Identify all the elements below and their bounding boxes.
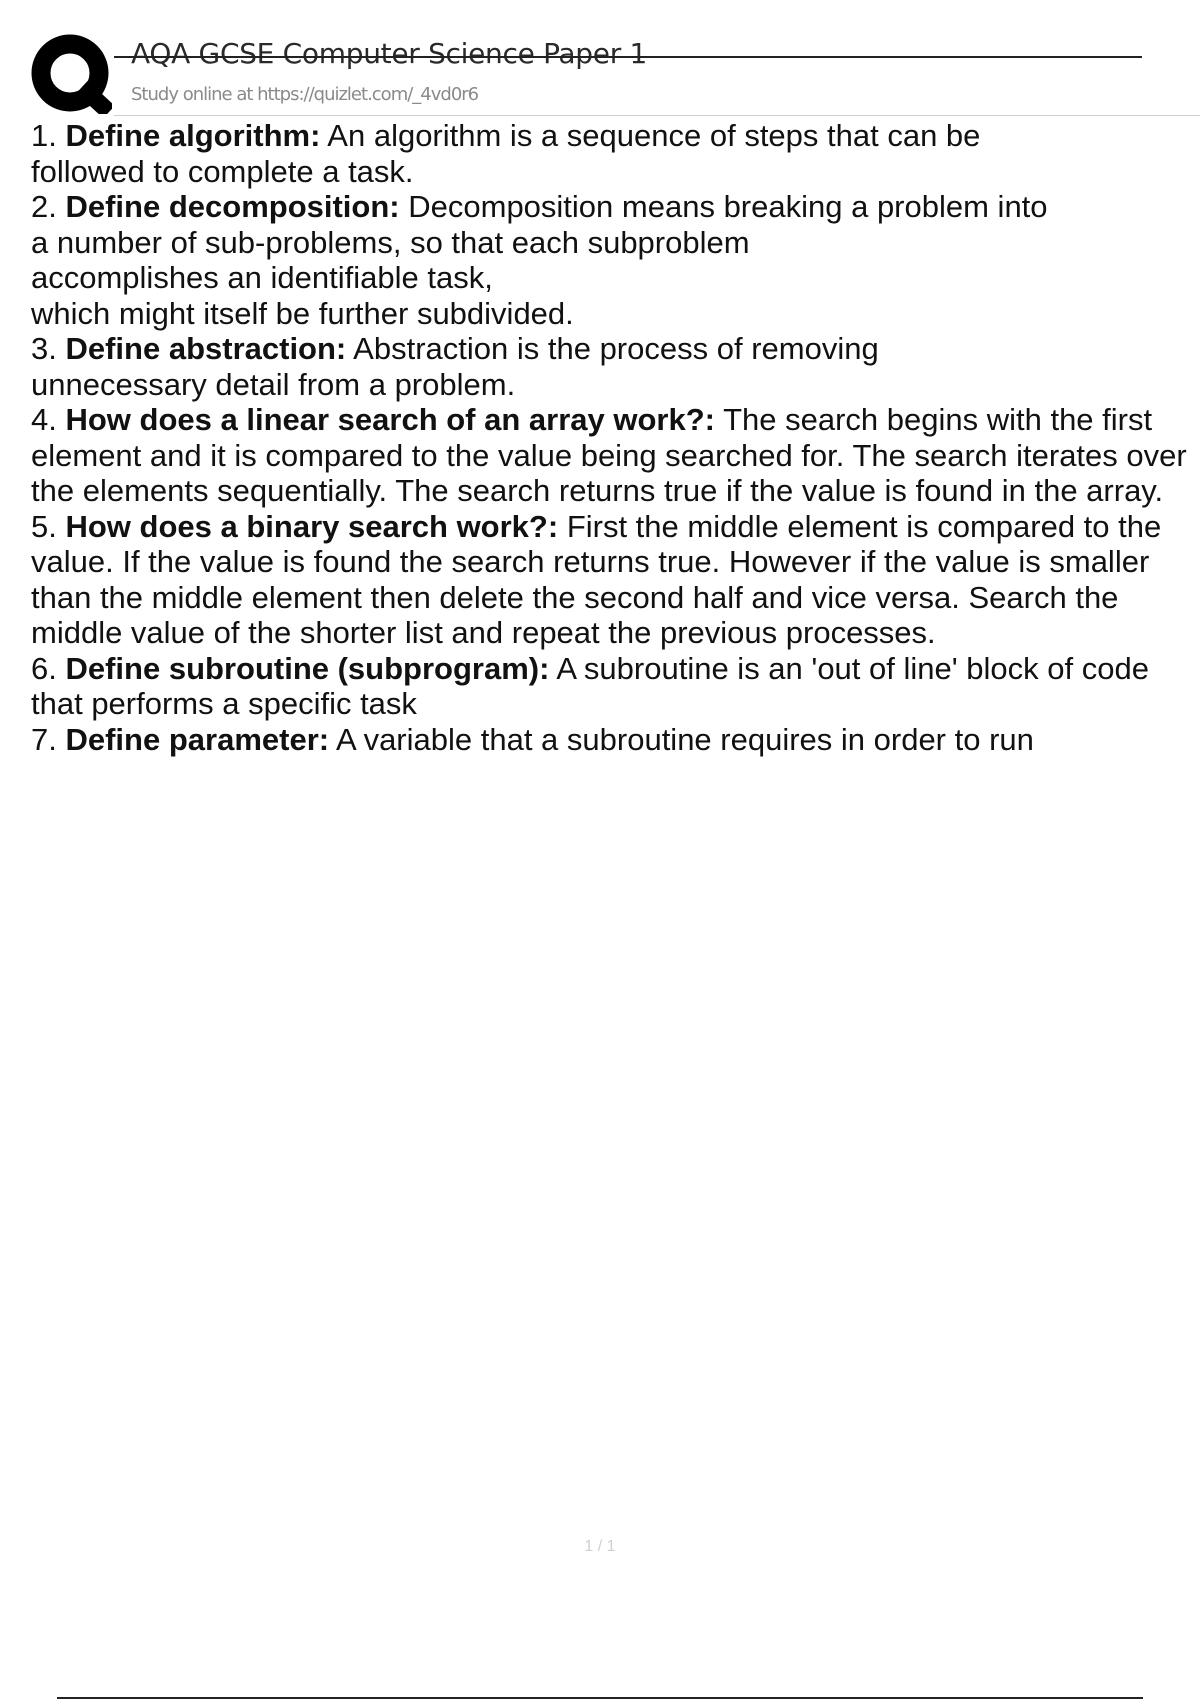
- card-first-line: [31, 402, 1200, 438]
- card-term: Define parameter:: [65, 721, 330, 757]
- flashcard-item: [31, 402, 1200, 509]
- header-divider: [114, 115, 1200, 116]
- flashcard-list: [31, 118, 1200, 757]
- flashcard-item: [31, 331, 1200, 402]
- flashcard-item: [31, 189, 1200, 331]
- page-number: 1 / 1: [584, 1538, 616, 1555]
- card-number: 7.: [31, 721, 57, 757]
- card-first-line: [31, 722, 1200, 758]
- footer-divider: [57, 1697, 1143, 1699]
- card-definition-text: than the middle element then delete the second half and vice versa. Search the: [31, 579, 1119, 615]
- card-definition-text: a number of sub-problems, so that each subproblem: [31, 224, 750, 260]
- card-definition-text: value. If the value is found the search returns true. However if the value is smaller: [31, 544, 1150, 579]
- card-number: 4.: [31, 402, 57, 437]
- card-term: Define abstraction:: [65, 331, 347, 366]
- study-online-link[interactable]: Study online at https://quizlet.com/_4vd0r6: [131, 84, 479, 105]
- flashcard-item: [31, 509, 1200, 651]
- card-number: 6.: [31, 650, 57, 686]
- card-definition-text: element and it is compared to the value being searched for. The search iterates over: [31, 437, 1187, 473]
- card-number: 1.: [31, 118, 57, 153]
- card-definition-text: Abstraction is the process of removing: [353, 331, 879, 366]
- card-number: 2.: [31, 189, 57, 224]
- card-term: How does a linear search of an array work?:: [65, 402, 715, 437]
- card-definition-text: that performs a specific task: [31, 686, 417, 721]
- card-definition-text: The search begins with the first: [723, 402, 1153, 437]
- card-definition-text: the elements sequentially. The search returns true if the value is found in the array.: [31, 473, 1164, 508]
- card-number: 5.: [31, 508, 57, 544]
- card-definition-text: First the middle element is compared to the: [566, 508, 1162, 544]
- card-term: Define algorithm:: [65, 118, 321, 153]
- title-strike-rule: [114, 56, 1142, 58]
- card-number: 3.: [31, 331, 57, 366]
- card-definition-text: followed to complete a task.: [31, 153, 414, 189]
- card-term: Define decomposition:: [65, 189, 400, 224]
- card-first-line: [31, 651, 1200, 687]
- card-first-line: [31, 331, 1200, 367]
- card-term: How does a binary search work?:: [65, 508, 559, 544]
- card-first-line: [31, 509, 1200, 545]
- quizlet-logo-icon: [30, 32, 112, 114]
- card-definition-text: unnecessary detail from a problem.: [31, 366, 516, 402]
- card-term: Define subroutine (subprogram):: [65, 650, 550, 686]
- flashcard-item: [31, 651, 1200, 722]
- document-title: AQA GCSE Computer Science Paper 1: [131, 37, 648, 70]
- card-definition-text: An algorithm is a sequence of steps that can be: [327, 118, 981, 153]
- card-definition-text: accomplishes an identifiable task,: [31, 260, 493, 295]
- card-definition-text: middle value of the shorter list and repeat the previous processes.: [31, 615, 936, 650]
- card-definition-text: which might itself be further subdivided.: [31, 295, 574, 331]
- flashcard-item: [31, 722, 1200, 758]
- card-definition-text: Decomposition means breaking a problem into: [408, 189, 1048, 224]
- flashcard-item: [31, 118, 1200, 189]
- card-definition-text: A subroutine is an 'out of line' block of code: [556, 650, 1149, 686]
- card-definition-text: A variable that a subroutine requires in order to run: [335, 721, 1034, 757]
- card-first-line: [31, 189, 1200, 225]
- card-first-line: [31, 118, 1200, 154]
